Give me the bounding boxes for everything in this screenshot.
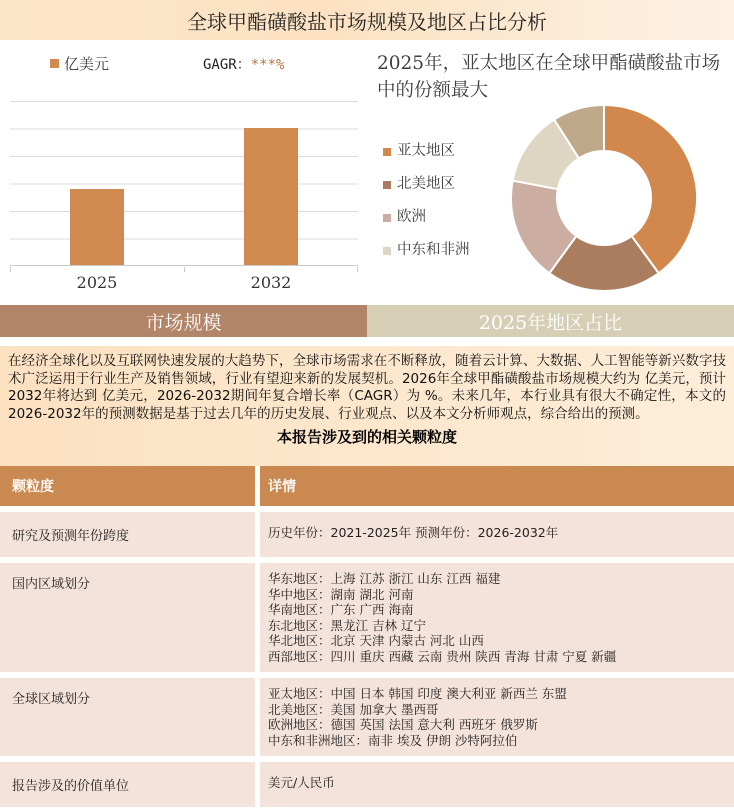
table-line: 华中地区：湖南 湖北 河南 [268, 586, 414, 602]
bar-chart-legend [50, 53, 109, 74]
table-header-row [0, 466, 734, 506]
table-line: 华北地区：北京 天津 内蒙古 河北 山西 [268, 633, 484, 648]
table-row [0, 678, 734, 756]
table-row [0, 512, 734, 557]
bar-cell-2032 [184, 101, 358, 265]
bar-cell-2025 [10, 101, 184, 265]
legend-item-mea [383, 241, 479, 260]
donut-headline: 2025年，亚太地区在全球甲酯磺酸盐市场中的份额最大 [377, 53, 721, 101]
section-tabs [0, 305, 734, 337]
x-axis-labels [10, 273, 358, 292]
axis-tick [184, 267, 185, 272]
legend-item-na [383, 175, 479, 194]
donut-legend [383, 142, 479, 274]
intro-section [0, 346, 734, 466]
table-line: 亚太地区：中国 日本 韩国 印度 澳大利亚 新西兰 东盟 [268, 686, 567, 701]
legend-label: 欧洲 [397, 209, 426, 225]
legend-item-europe [383, 208, 479, 227]
donut-chart-panel [367, 40, 734, 305]
bar-2032 [244, 128, 298, 266]
table-row-value [260, 512, 734, 557]
table-line: 历史年份：2021-2025年 预测年份：2026-2032年 [268, 525, 559, 540]
legend-square-icon [383, 148, 391, 156]
table-line: 东北地区：黑龙江 吉林 辽宁 [268, 617, 426, 633]
tab-region-share[interactable]: 2025年地区占比 [367, 305, 734, 337]
table-row [0, 762, 734, 807]
table-line: 华东地区：上海 江苏 浙江 山东 江西 福建 [268, 571, 501, 586]
table-line: 北美地区：美国 加拿大 墨西哥 [268, 701, 439, 717]
tab-market-size[interactable]: 市场规模 [0, 305, 367, 337]
legend-square-icon [383, 181, 391, 189]
donut-chart [509, 103, 699, 293]
legend-label: 中东和非洲 [397, 242, 470, 258]
bar-chart-plot [10, 101, 358, 266]
legend-label: 亚太地区 [397, 143, 455, 159]
table-row-label: 国内区域划分 [0, 563, 255, 672]
legend-square-icon [383, 247, 391, 255]
cagr-label: GAGR： [203, 57, 251, 73]
table-row-value [260, 563, 734, 672]
table-row-label: 研究及预测年份跨度 [0, 512, 255, 557]
table-row [0, 563, 734, 672]
table-header-granularity: 颗粒度 [0, 466, 255, 506]
bar-chart-panel [0, 40, 367, 305]
axis-tick [357, 267, 358, 272]
bar-2025 [70, 189, 124, 265]
legend-square-icon [383, 214, 391, 222]
page-header [0, 0, 734, 40]
table-row-label: 报告涉及的价值单位 [0, 762, 255, 807]
page-title: 全球甲酯磺酸盐市场规模及地区占比分析 [187, 9, 547, 34]
table-line: 美元/人民币 [268, 775, 335, 790]
table-row-value [260, 762, 734, 807]
cagr-value: ***% [250, 57, 285, 73]
table-header-detail: 详情 [260, 466, 734, 506]
table-row-value [260, 678, 734, 756]
table-line: 华南地区：广东 广西 海南 [268, 602, 414, 617]
cagr-annotation [203, 54, 284, 74]
divider [0, 337, 734, 346]
table-line: 西部地区：四川 重庆 西藏 云南 贵州 陕西 青海 甘肃 宁夏 新疆 [268, 648, 617, 664]
legend-item-apac [383, 142, 479, 161]
intro-paragraph: 在经济全球化以及互联网快速发展的大趋势下，全球市场需求在不断释放，随着云计算、大数据、人工智能等新兴数字技术广泛运用于行业生产及销售领域，行业有望迎来新的发展契机。2026年全球甲酯磺酸盐市场规模大约为 亿美元，预计2032年将达到 亿美元，2026-2032期间年复合增长率（CAGR）为 %。未来几年，本行业具有很大不确定性，本文的2026-2032年的预测数据是基于过去几年的历史发展、行业观点、以及本文分析师观点，综合给出的预测。 [8, 353, 726, 422]
granularity-table-title: 本报告涉及到的相关颗粒度 [276, 428, 457, 447]
x-label-2032: 2032 [250, 273, 292, 292]
table-row-label: 全球区域划分 [0, 678, 255, 756]
table-line: 中东和非洲地区：南非 埃及 伊朗 沙特阿拉伯 [268, 732, 518, 748]
granularity-table [0, 466, 734, 807]
charts-section [0, 40, 734, 305]
legend-square-icon [50, 59, 59, 68]
x-label-2025: 2025 [76, 273, 118, 292]
axis-tick [10, 267, 11, 272]
bar-legend-label: 亿美元 [64, 55, 110, 73]
x-axis-ticks [10, 267, 358, 272]
table-line: 欧洲地区：德国 英国 法国 意大利 西班牙 俄罗斯 [268, 717, 538, 732]
legend-label: 北美地区 [397, 176, 455, 192]
